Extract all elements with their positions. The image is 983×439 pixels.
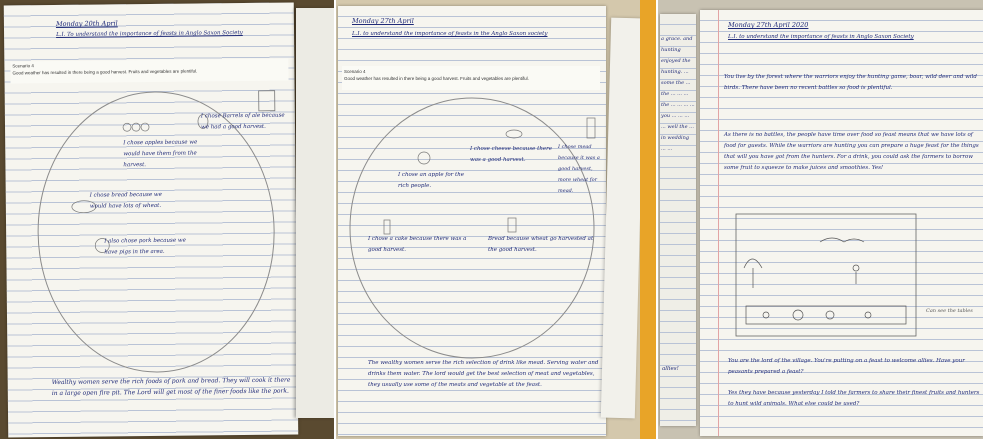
date-heading: Monday 27th April — [352, 17, 414, 25]
date-heading: Monday 27th April 2020 — [728, 21, 809, 29]
note-pork: I also chose pork because we have pigs in the area. — [104, 237, 188, 256]
notebook-page — [338, 6, 606, 436]
feast-circle-drawing — [4, 2, 299, 437]
note-ale: I chose Barrels of ale because we had a good harvest. — [200, 112, 287, 131]
orange-folder-edge — [640, 0, 656, 439]
note-bread: Bread because wheat go harvested at the good harvest. — [488, 236, 595, 253]
note-apple: I chose an apple for the rich people. — [398, 172, 466, 189]
closing-question: You are the lord of the village. You're putting on a feast to welcome allies. Have your peasants prepared a feast? — [728, 358, 967, 375]
left-page-fragment: a grace. and hunting enjoyed the hunting. ... some the ... the ... ... ... the ... ... ... ... you ... ... ... ... well the ... in wedding ... ... — [661, 36, 697, 152]
left-page-note: allies! — [662, 366, 679, 372]
photo-notebook-page-1 — [0, 0, 334, 439]
adjacent-page-edge — [296, 8, 334, 418]
closing-answer: Yes they have because yesterday I told the farmers to share their finest fruits and hunters to hunt wild animals. What else could be used? — [728, 390, 982, 407]
summary-paragraph: Wealthy women serve the rich foods of pork and bread. They will cook it there in a large open fire pit. The Lord will get most of the finer foods like the pork. — [51, 376, 293, 398]
scenario-text: Good weather has resulted in there being a good harvest. Fruits and vegetables are plentiful. — [344, 76, 529, 81]
note-bread: I chose bread because we would have lots of wheat. — [89, 191, 164, 210]
scenario-label: Scenario 4 — [12, 63, 34, 69]
scenario-label: Scenario 4 — [344, 69, 366, 74]
photo-notebook-page-3 — [658, 0, 983, 439]
date-heading: Monday 20th April — [55, 19, 118, 28]
note-cheese: I chose cheese because there was a good harvest. — [470, 146, 554, 163]
note-apples: I chose apples because we would have them from the harvest. — [123, 139, 200, 169]
notebook-page — [700, 10, 983, 436]
loose-sheet-edge — [601, 18, 645, 419]
left-page-edge — [660, 14, 696, 426]
learning-intention: L.I. to understand the importance of feasts in Anglo Saxon Society — [728, 34, 914, 40]
sketch-caption: Can see the tables — [926, 308, 973, 314]
learning-intention: L.I. To understand the importance of feasts in Anglo Saxon Society — [56, 30, 243, 38]
photo-notebook-page-2 — [336, 0, 656, 439]
paragraph-setting: You live by the forest where the warriors enjoy the hunting game, boar, wild deer and wild birds. There have been no recent battles so food is plentiful. — [724, 74, 979, 91]
summary-paragraph: The wealthy women serve the rich selection of drink like mead. Serving water and drinks them water. The lord would get the best selection of meat and vegetables, they usually use some of the meats and vegetable at the feast. — [368, 360, 601, 388]
paragraph-feast: As there is no battles, the people have time over food so feast means that we have lots of food for guests. While the warriors are hunting you can prepare a huge feast for the things that will you have got from the hunters. For a drink, you could ask the farmers to borrow some fruit to squeeze to make juices and smoothies. Yes! — [724, 132, 981, 171]
note-cake: I chose a cake because there was a good harvest. — [368, 236, 469, 253]
learning-intention: L.I. to understand the importance of feasts in the Anglo Saxon society — [352, 31, 548, 37]
scenario-text: Good weather has resulted in there being a good harvest. Fruits and vegetables are plentiful. — [12, 68, 198, 76]
note-mead: I chose mead because it was a good harvest, more wheat for mead. — [558, 144, 602, 194]
notebook-page — [4, 2, 299, 437]
